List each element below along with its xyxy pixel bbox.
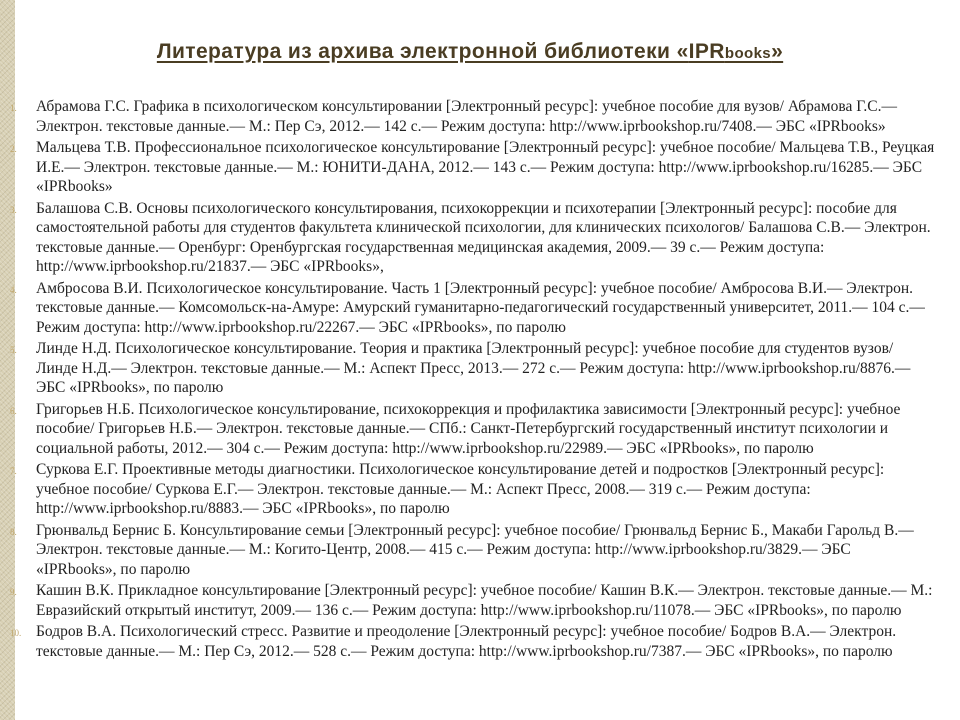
reference-item bbox=[10, 400, 935, 459]
reference-item bbox=[10, 521, 935, 580]
reference-number: 7. bbox=[10, 466, 17, 476]
reference-text: Абрамова Г.С. Графика в психологическом консультировании [Электронный ресурс]: учебное пособие для вузов/ Абрамова Г.С.— Электрон. текстовые данные.— М.: Пер Сэ, 2012.— 142 c.— Режим доступа: http://www.iprbookshop.ru/7408.— ЭБС «IPRbooks» bbox=[36, 98, 897, 135]
slide-title bbox=[0, 40, 940, 64]
title-books: books bbox=[724, 45, 772, 62]
title-suffix: » bbox=[771, 40, 784, 63]
reference-item bbox=[10, 97, 935, 136]
title-ipr: IPR bbox=[688, 40, 725, 63]
reference-number: 1. bbox=[10, 103, 17, 113]
reference-item bbox=[10, 581, 935, 620]
reference-text: Линде Н.Д. Психологическое консультирование. Теория и практика [Электронный ресурс]: учебное пособие для студентов вузов/ Линде Н.Д.— Электрон. текстовые данные.— М.: Аспект Пресс, 2013.— 272 c.— Режим доступа: http://www.iprbookshop.ru/8876.— ЭБС «IPRbooks», по паролю bbox=[36, 340, 911, 396]
reference-item bbox=[10, 138, 935, 197]
reference-item bbox=[10, 339, 935, 398]
reference-number: 5. bbox=[10, 345, 17, 355]
reference-number: 10. bbox=[10, 628, 22, 638]
reference-text: Суркова Е.Г. Проективные методы диагностики. Психологическое консультирование детей и подростков [Электронный ресурс]: учебное пособие/ Суркова Е.Г.— Электрон. текстовые данные.— М.: Аспект Пресс, 2008.— 319 c.— Режим доступа: http://www.iprbookshop.ru/8883.— ЭБС «IPRbooks», по паролю bbox=[36, 461, 885, 517]
reference-text: Григорьев Н.Б. Психологическое консультирование, психокоррекция и профилактика зависимости [Электронный ресурс]: учебное пособие/ Григорьев Н.Б.— Электрон. текстовые данные.— СПб.: Санкт-Петербургский государственный институт психологии и социальной работы, 2012.— 304 c.— Режим доступа: http://www.iprbookshop.ru/22989.— ЭБС «IPRbooks», по паролю bbox=[36, 400, 901, 457]
reference-text: Грюнвальд Бернис Б. Консультирование семьи [Электронный ресурс]: учебное пособие/ Грюнвальд Бернис Б., Макаби Гарольд В.— Электрон. текстовые данные.— М.: Когито-Центр, 2008.— 415 c.— Режим доступа: http://www.iprbookshop.ru/3829.— ЭБС «IPRbooks», по паролю bbox=[36, 521, 914, 578]
reference-text: Балашова С.В. Основы психологического консультирования, психокоррекции и психотерапии [Электронный ресурс]: пособие для самостоятельной работы для студентов факультета клинической психологии, для клинических психологов/ Балашова С.В.— Электрон. текстовые данные.— Оренбург: Оренбургская государственная медицинская академия, 2009.— 39 c.— Режим доступа: http://www.iprbookshop.ru/21837.— ЭБС «IPRbooks», bbox=[36, 199, 931, 275]
reference-number: 9. bbox=[10, 587, 17, 597]
reference-number: 6. bbox=[10, 405, 17, 416]
reference-item bbox=[10, 622, 935, 661]
reference-text: Мальцева Т.В. Профессиональное психологическое консультирование [Электронный ресурс]: учебное пособие/ Мальцева Т.В., Реуцкая И.Е.— Электрон. текстовые данные.— М.: ЮНИТИ-ДАНА, 2012.— 143 c.— Режим доступа: http://www.iprbookshop.ru/16285.— ЭБС «IPRbooks» bbox=[36, 139, 935, 195]
reference-number: 2. bbox=[10, 144, 17, 154]
reference-number: 8. bbox=[10, 526, 17, 537]
reference-text: Амбросова В.И. Психологическое консультирование. Часть 1 [Электронный ресурс]: учебное пособие/ Амбросова В.И.— Электрон. текстовые данные.— Комсомольск-на-Амуре: Амурский гуманитарно-педагогический государственный университет, 2011.— 104 c.— Режим доступа: http://www.iprbookshop.ru/22267.— ЭБС «IPRbooks», по паролю bbox=[36, 279, 925, 336]
reference-item bbox=[10, 460, 935, 519]
reference-number: 3. bbox=[10, 204, 17, 215]
reference-list bbox=[10, 97, 935, 663]
reference-text: Бодров В.А. Психологический стресс. Развитие и преодоление [Электронный ресурс]: учебное пособие/ Бодров В.А.— Электрон. текстовые данные.— М.: Пер Сэ, 2012.— 528 c.— Режим доступа: http://www.iprbookshop.ru/7387.— ЭБС «IPRbooks», по паролю bbox=[36, 623, 897, 660]
title-prefix: Литература из архива электронной библиотеки « bbox=[156, 40, 689, 63]
reference-number: 4. bbox=[10, 284, 17, 295]
reference-item bbox=[10, 199, 935, 277]
reference-item bbox=[10, 279, 935, 338]
reference-text: Кашин В.К. Прикладное консультирование [Электронный ресурс]: учебное пособие/ Кашин В.К.— Электрон. текстовые данные.— М.: Евразийский открытый институт, 2009.— 136 c.— Режим доступа: http://www.iprbookshop.ru/11078.— ЭБС «IPRbooks», по паролю bbox=[36, 582, 933, 619]
